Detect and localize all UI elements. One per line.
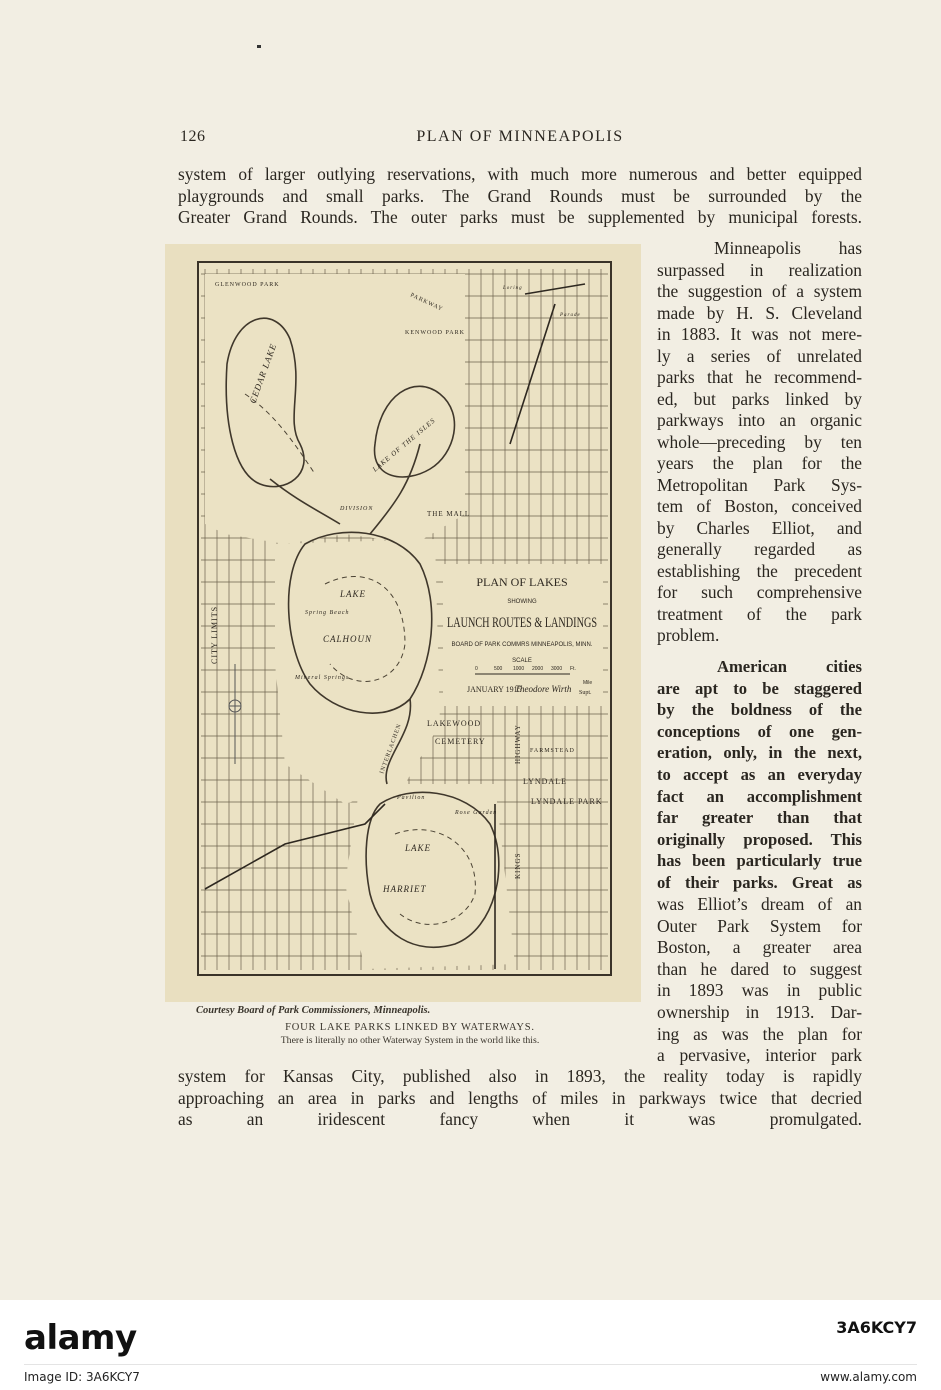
alamy-logo: alamy [24,1318,137,1358]
map-label-parade: Parade [560,313,581,318]
page-header [178,128,862,148]
text-line: are apt to be staggered [657,678,862,698]
text-line: of their parks. Great as [657,873,862,892]
text-line: Boston, a greater area [657,937,862,958]
map-title-line1: PLAN OF LAKES [476,575,568,589]
text-line: Metropolitan Park Sys- [657,474,862,495]
watermark-footer [0,1300,941,1390]
ink-speck [257,45,261,48]
text-line: by Charles Elliot, and [657,517,862,538]
map-label-highway: HIGHWAY [514,724,522,764]
text-line: ed, but parks linked by [657,388,862,409]
text-line: parkways into an organic [657,410,862,430]
map-label-kenwood-parkway: PARKWAY [409,292,444,313]
scale-tick-label: 2000 [532,666,544,672]
text-line: Greater Grand Rounds. The outer parks must be supplemented by municipal forests. [178,207,862,228]
map-sign-title: Supt. [579,690,592,696]
text-line: years the plan for the [657,453,862,473]
map-date: JANUARY 1915 [467,685,522,694]
map-label-lyndale-park: LYNDALE PARK [531,797,603,806]
text-line: surpassed in realization [657,259,862,280]
image-id-code: 3A6KCY7 [836,1318,917,1337]
text-line: playgrounds and small parks. The Grand Rounds must be surrounded by the [178,185,862,206]
text-line: the suggestion of a system [657,281,862,301]
text-line: conceptions of one gen- [657,721,862,741]
map-label-lake-of-the-isles: LAKE OF THE ISLES [371,416,438,474]
footer-divider [24,1364,917,1365]
text-line: eration, only, in the next, [657,743,862,763]
map-label-glenwood-park: GLENWOOD PARK [215,282,280,288]
footer-url: www.alamy.com [820,1370,917,1384]
map-label-cemetery: CEMETERY [435,737,486,746]
text-line: American cities [717,657,862,676]
map-label-pavilion: Pavilion [397,795,426,801]
text-line: Minneapolis has [714,238,862,258]
lakes-map [165,244,641,1002]
text-line: problem. [657,625,720,645]
map-label-lakewood: LAKEWOOD [427,719,482,728]
map-label-city-limits: CITY LIMITS [210,605,219,664]
scale-tick-label: 3000 [551,666,563,672]
text-line: ly a series of unrelated [657,345,862,366]
text-line: by the boldness of the [657,700,862,720]
map-label-kenwood-park: KENWOOD PARK [405,330,465,336]
map-title-line2: SHOWING [507,599,537,605]
map-label-loring: Loring [503,286,523,291]
map-label-mineral-springs: Mineral Springs [295,675,350,681]
caption-title: FOUR LAKE PARKS LINKED BY WATERWAYS. [285,1022,535,1033]
text-line: treatment of the park [657,603,862,624]
map-label-interlachen: INTERLACHEN [379,722,404,775]
map-label-calhoun: CALHOUN [323,634,373,644]
text-line: system of larger outlying reservations, with much more numerous and better equipped [178,164,862,184]
map-label-farmstead: FARMSTEAD [530,748,575,754]
map-label-harriet: HARRIET [383,884,427,894]
text-line: than he dared to suggest [657,958,862,979]
image-id-label: Image ID: 3A6KCY7 [24,1370,140,1384]
scale-tick-label: 1000 [513,666,525,672]
running-head: PLAN OF MINNEAPOLIS [416,128,624,145]
caption-credit: Courtesy Board of Park Commissioners, Minneapolis. [196,1005,431,1016]
map-board: BOARD OF PARK COMMRS MINNEAPOLIS, MINN. [451,642,593,648]
text-line: as an iridescent fancy when it was promulgated. [178,1109,862,1130]
text-line: in 1893 was in public [657,980,862,1001]
text-line: originally proposed. This [657,829,862,849]
map-signature: Theodore Wirth [515,684,572,694]
scale-tick-label: 0 [475,666,478,672]
text-line: for such comprehensive [657,582,862,602]
caption-subtitle: There is literally no other Waterway System in the world like this. [280,1035,540,1046]
text-line: in 1883. It was not mere- [657,324,862,344]
map-figure [165,244,641,1002]
text-line: ing as was the plan for [657,1023,862,1044]
map-label-lake: LAKE [405,843,432,853]
text-line: establishing the precedent [657,560,862,581]
text-line: tem of Boston, conceived [657,496,862,516]
map-label-division: DIVISION [340,506,374,512]
text-line: a pervasive, interior park [657,1045,862,1066]
text-line: fact an accomplishment [657,786,862,806]
map-scale-label: SCALE [512,658,532,664]
text-line: approaching an area in parks and lengths of miles in parkways twice that decried [178,1087,862,1108]
text-line: system for Kansas City, published also in 1893, the reality today is rapidly [178,1066,862,1086]
text-line: parks that he recommend- [657,367,862,387]
text-line: to accept as an everyday [657,765,862,784]
text-line: Outer Park System for [657,915,862,936]
text-line: whole—preceding by ten [657,431,862,452]
text-line: has been particularly true [657,851,862,871]
scale-tick-label: 500 [494,666,503,672]
text-line: was Elliot’s dream of an [657,894,862,914]
map-label-rose-garden: Rose Garden [455,810,498,816]
map-label-lake: LAKE [340,589,367,599]
map-mile-label: Mile [583,680,593,686]
map-label-spring-beach: Spring Beach [305,610,350,616]
text-line: generally regarded as [657,539,862,559]
text-line: made by H. S. Cleveland [657,302,862,323]
text-line: far greater than that [657,808,862,828]
map-title-line3: LAUNCH ROUTES & LANDINGS [447,615,597,631]
map-label-kings-highway: KINGS [514,852,522,879]
page-number: 126 [180,128,206,145]
map-label-the-mall: THE MALL [427,510,471,518]
map-label-lyndale: LYNDALE [523,777,567,786]
text-line: ownership in 1913. Dar- [657,1002,862,1022]
map-label-cedar-lake: CEDAR LAKE [247,341,279,405]
scale-tick-label: Ft. [570,666,576,672]
